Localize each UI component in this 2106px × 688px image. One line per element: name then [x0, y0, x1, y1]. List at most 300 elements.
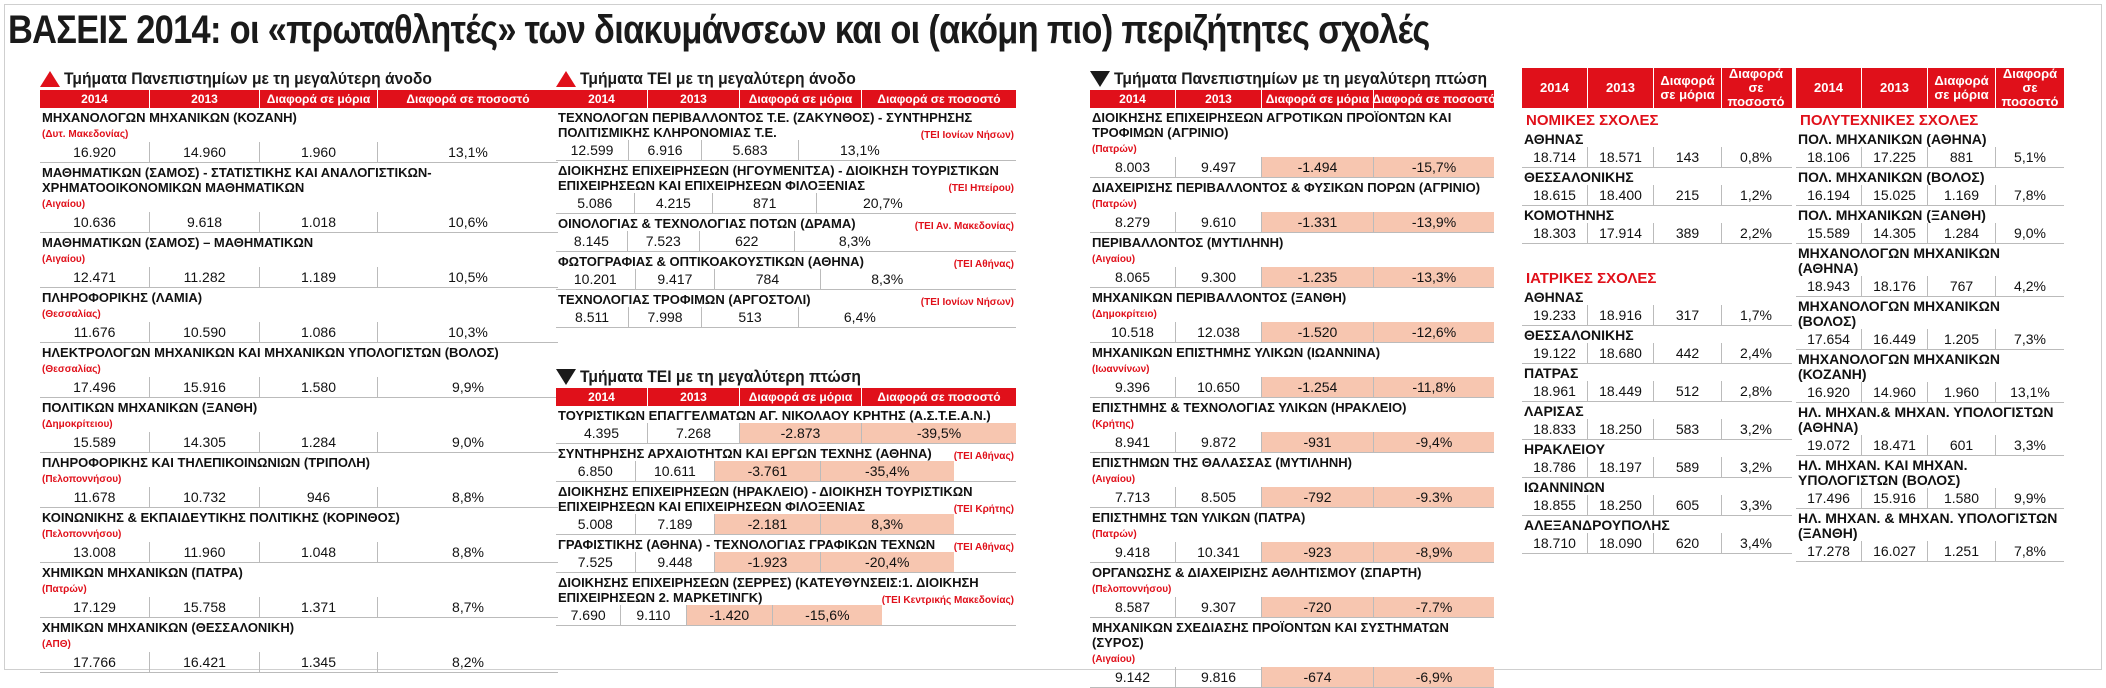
value-cell: 7,3% — [2014, 331, 2046, 347]
table-row — [1522, 326, 1792, 364]
row-values — [40, 487, 558, 507]
row-institution: (Αιγαίου) — [42, 199, 86, 210]
value-cell: 1.018 — [260, 212, 378, 232]
value-cell: 14.960 — [150, 142, 260, 162]
value-cell: 17.496 — [40, 377, 150, 397]
value-cell: 18.833 — [1522, 419, 1588, 439]
row-institution: (ΤΕΙ Κεντρικής Μακεδονίας) — [881, 595, 1014, 606]
value-cell: 10.590 — [150, 322, 260, 342]
table-row — [1522, 206, 1792, 244]
row-name-text: ΤΟΥΡΙΣΤΙΚΩΝ ΕΠΑΓΓΕΛΜΑΤΩΝ ΑΓ. ΝΙΚΟΛΑΟΥ ΚΡΗΤΗΣ (Α.Σ.Τ.Ε.Α.Ν.) — [558, 408, 991, 423]
triangle-down-icon — [1090, 71, 1110, 87]
value-cell: 14.305 — [150, 432, 260, 452]
row-name: ΘΕΣΣΑΛΟΝΙΚΗΣ — [1524, 169, 1634, 185]
value-cell: 6.850 — [556, 461, 636, 481]
value-cell: 7.998 — [629, 307, 702, 327]
value-cell: -12,6% — [1374, 322, 1494, 342]
value-cell: 8.587 — [1090, 597, 1176, 617]
value-cell: 16.920 — [1796, 382, 1862, 402]
value-cell: 512 — [1654, 381, 1722, 401]
value-cell: -7.7% — [1374, 597, 1494, 617]
row-values — [1522, 147, 1792, 167]
value-cell: 9,9% — [2014, 490, 2046, 506]
value-cell: 18.090 — [1588, 533, 1654, 553]
row-values — [556, 140, 921, 160]
value-cell: 1.169 — [1928, 185, 1996, 205]
value-cell: 1,7% — [1740, 307, 1772, 323]
row-values — [1796, 276, 2064, 296]
row-name — [556, 406, 1016, 423]
value-cell: 19.072 — [1796, 435, 1862, 455]
triangle-down-icon — [556, 369, 576, 385]
row-values — [556, 193, 948, 213]
value-cell: 7,8% — [2014, 543, 2046, 559]
value-cell: 881 — [1928, 147, 1996, 167]
header-cell: 2014 — [556, 388, 648, 406]
value-cell: 11.676 — [40, 322, 150, 342]
value-cell: -6,9% — [1374, 667, 1494, 687]
row-name — [1090, 343, 1494, 377]
value-cell: 622 — [700, 231, 795, 251]
row-values — [40, 212, 558, 232]
row-name-text: ΠΛΗΡΟΦΟΡΙΚΗΣ ΚΑΙ ΤΗΛΕΠΙΚΟΙΝΩΝΙΩΝ (ΤΡΙΠΟΛΗ) — [42, 455, 370, 470]
value-cell: 10.341 — [1176, 542, 1262, 562]
value-cell: 11.960 — [150, 542, 260, 562]
value-cell: 16.920 — [40, 142, 150, 162]
row-name-text: ΤΕΧΝΟΛΟΓΩΝ ΠΕΡΙΒΑΛΛΟΝΤΟΣ Τ.Ε. (ΖΑΚΥΝΘΟΣ) - ΣΥΝΤΗΡΗΣΗΣ ΠΟΛΙΤΙΣΜΙΚΗΣ ΚΛΗΡΟΝΟΜΙΑΣ Τ.Ε. — [558, 110, 973, 140]
value-cell: 5,1% — [2014, 149, 2046, 165]
row-institution: (ΤΕΙ Αθήνας) — [953, 259, 1014, 270]
row-institution: (Αιγαίου) — [1092, 254, 1136, 265]
header-cell: 2013 — [1588, 68, 1654, 108]
value-cell: 389 — [1654, 223, 1722, 243]
table-row — [1522, 440, 1792, 478]
value-cell: 1.086 — [260, 322, 378, 342]
table-header — [1796, 68, 2064, 108]
value-cell: 18.615 — [1522, 185, 1588, 205]
value-cell: 8.279 — [1090, 212, 1176, 232]
value-cell: 18.197 — [1588, 457, 1654, 477]
value-cell: 13,1% — [2010, 384, 2050, 400]
table-row — [1796, 350, 2064, 403]
value-cell: 13.008 — [40, 542, 150, 562]
header-cell: 2013 — [648, 90, 740, 108]
row-values — [556, 423, 1016, 443]
row-institution: (ΤΕΙ Αν. Μακεδονίας) — [914, 221, 1014, 232]
value-cell: 3,3% — [2014, 437, 2046, 453]
value-cell: 18.250 — [1588, 419, 1654, 439]
value-cell: 15.589 — [1796, 223, 1862, 243]
row-name-text: ΜΗΧΑΝΙΚΩΝ ΕΠΙΣΤΗΜΗΣ ΥΛΙΚΩΝ (ΙΩΑΝΝΙΝΑ) — [1092, 345, 1381, 360]
value-cell: 442 — [1654, 343, 1722, 363]
row-institution: (Θεσσαλίας) — [42, 309, 101, 320]
value-cell: 18.303 — [1522, 223, 1588, 243]
row-name — [1090, 453, 1494, 487]
value-cell: 17.766 — [40, 652, 150, 672]
section-gap — [1522, 244, 1792, 266]
value-cell: 767 — [1928, 276, 1996, 296]
value-cell: 10.611 — [636, 461, 716, 481]
row-name — [556, 482, 1016, 514]
table-row — [556, 214, 1016, 252]
value-cell: 1.960 — [1928, 382, 1996, 402]
value-cell: 2,8% — [1740, 383, 1772, 399]
value-cell: 17.496 — [1796, 488, 1862, 508]
value-cell: 583 — [1654, 419, 1722, 439]
value-cell: 4.215 — [635, 193, 714, 213]
uni-fall-panel — [1090, 68, 1494, 688]
value-cell: 10.732 — [150, 487, 260, 507]
value-cell: 2,2% — [1740, 225, 1772, 241]
row-values — [556, 552, 954, 572]
row-name: ΗΛ. ΜΗΧΑΝ. & ΜΗΧΑΝ. ΥΠΟΛΟΓΙΣΤΩΝ (ΞΑΝΘΗ) — [1798, 510, 2058, 541]
row-values — [1522, 419, 1792, 439]
row-name — [556, 573, 1016, 605]
value-cell: 16.194 — [1796, 185, 1862, 205]
value-cell: 18.710 — [1522, 533, 1588, 553]
row-institution: (ΤΕΙ Αθήνας) — [953, 542, 1014, 553]
row-institution: (ΤΕΙ Ιονίων Νήσων) — [920, 297, 1014, 308]
value-cell: 1.580 — [1928, 488, 1996, 508]
row-values — [1090, 487, 1494, 507]
value-cell: 15.916 — [150, 377, 260, 397]
section-title — [40, 68, 558, 90]
value-cell: -3.761 — [715, 461, 821, 481]
row-values — [1522, 381, 1792, 401]
table-row — [1796, 206, 2064, 244]
row-name — [556, 444, 1016, 461]
row-values — [1522, 533, 1792, 553]
value-cell: 871 — [713, 193, 817, 213]
value-cell: -1.494 — [1262, 157, 1374, 177]
row-name-text: ΕΠΙΣΤΗΜΗΣ ΤΩΝ ΥΛΙΚΩΝ (ΠΑΤΡΑ) — [1092, 510, 1306, 525]
row-institution: (ΤΕΙ Κρήτης) — [953, 504, 1014, 515]
table-header — [556, 90, 1016, 108]
table-row — [40, 343, 558, 398]
value-cell: 13,1% — [840, 142, 880, 158]
row-name-text: ΠΕΡΙΒΑΛΛΟΝΤΟΣ (ΜΥΤΙΛΗΝΗ) — [1092, 235, 1284, 250]
row-name-text: ΣΥΝΤΗΡΗΣΗΣ ΑΡΧΑΙΟΤΗΤΩΝ ΚΑΙ ΕΡΓΩΝ ΤΕΧΝΗΣ (ΑΘΗΝΑ) — [558, 446, 932, 461]
value-cell: 1.205 — [1928, 329, 1996, 349]
row-name-text: ΓΡΑΦΙΣΤΙΚΗΣ (ΑΘΗΝΑ) - ΤΕΧΝΟΛΟΓΙΑΣ ΓΡΑΦΙΚΩΝ ΤΕΧΝΩΝ — [558, 537, 936, 552]
row-name-text: ΔΙΟΙΚΗΣΗΣ ΕΠΙΧΕΙΡΗΣΕΩΝ ΑΓΡΟΤΙΚΩΝ ΠΡΟΪΟΝΤΩΝ ΚΑΙ ΤΡΟΦΙΜΩΝ (ΑΓΡΙΝΙΟ) — [1092, 110, 1452, 140]
row-values — [1090, 157, 1494, 177]
row-values — [1090, 212, 1494, 232]
row-values — [1090, 667, 1494, 687]
value-cell: 12.599 — [556, 140, 629, 160]
header-cell: 2014 — [556, 90, 648, 108]
value-cell: 8,2% — [452, 654, 484, 670]
row-name-text: ΧΗΜΙΚΩΝ ΜΗΧΑΝΙΚΩΝ (ΘΕΣΣΑΛΟΝΙΚΗ) — [42, 620, 295, 635]
row-name-text: ΗΛΕΚΤΡΟΛΟΓΩΝ ΜΗΧΑΝΙΚΩΝ ΚΑΙ ΜΗΧΑΝΙΚΩΝ ΥΠΟΛΟΓΙΣΤΩΝ (ΒΟΛΟΣ) — [42, 345, 499, 360]
row-name: ΗΛ. ΜΗΧΑΝ.& ΜΗΧΑΝ. ΥΠΟΛΟΓΙΣΤΩΝ (ΑΘΗΝΑ) — [1798, 404, 2054, 435]
value-cell: 605 — [1654, 495, 1722, 515]
header-cell: Διαφορά σε ποσοστό — [2001, 66, 2059, 109]
section-title-text: Τμήματα ΤΕΙ με τη μεγαλύτερη πτώση — [580, 367, 861, 386]
value-cell: 18.786 — [1522, 457, 1588, 477]
value-cell: -1.331 — [1262, 212, 1374, 232]
value-cell: 18.449 — [1588, 381, 1654, 401]
row-values — [40, 377, 558, 397]
row-values — [40, 432, 558, 452]
value-cell: 12.471 — [40, 267, 150, 287]
value-cell: 1.251 — [1928, 541, 1996, 561]
table-row — [40, 618, 558, 673]
value-cell: 13,1% — [448, 144, 488, 160]
value-cell: -2.873 — [740, 423, 862, 443]
table-row — [556, 108, 1016, 161]
row-name — [556, 290, 1016, 307]
header-cell: 2013 — [1176, 90, 1262, 108]
row-name-text: ΜΗΧΑΝΙΚΩΝ ΠΕΡΙΒΑΛΛΟΝΤΟΣ (ΞΑΝΘΗ) — [1092, 290, 1347, 305]
value-cell: 15.589 — [40, 432, 150, 452]
row-name-text: ΤΕΧΝΟΛΟΓΙΑΣ ΤΡΟΦΙΜΩΝ (ΑΡΓΟΣΤΟΛΙ) — [558, 292, 811, 307]
row-name-text: ΔΙΟΙΚΗΣΗΣ ΕΠΙΧΕΙΡΗΣΕΩΝ (ΣΕΡΡΕΣ) (ΚΑΤΕΥΘΥΝΣΕΙΣ:1. ΔΙΟΙΚΗΣΗ ΕΠΙΧΕΙΡΗΣΕΩΝ 2. ΜΑΡΚΕΤΙΝΓΚ) — [558, 575, 979, 605]
table-row — [1090, 288, 1494, 343]
value-cell: 1.345 — [260, 652, 378, 672]
value-cell: 18.855 — [1522, 495, 1588, 515]
row-name: ΑΛΕΞΑΝΔΡΟΥΠΟΛΗΣ — [1524, 517, 1670, 533]
row-name: ΑΘΗΝΑΣ — [1524, 131, 1584, 147]
row-values — [556, 307, 921, 327]
table-row — [1796, 403, 2064, 456]
value-cell: -1.254 — [1262, 377, 1374, 397]
value-cell: 5.086 — [556, 193, 635, 213]
row-values — [1796, 185, 2064, 205]
value-cell: 17.129 — [40, 597, 150, 617]
value-cell: 15.916 — [1862, 488, 1928, 508]
value-cell: 20,7% — [863, 195, 903, 211]
value-cell: 8.065 — [1090, 267, 1176, 287]
value-cell: -2.181 — [715, 514, 821, 534]
row-name: ΜΗΧΑΝΟΛΟΓΩΝ ΜΗΧΑΝΙΚΩΝ (ΒΟΛΟΣ) — [1798, 298, 2001, 329]
table-row — [1522, 168, 1792, 206]
value-cell: 1.371 — [260, 597, 378, 617]
value-cell: 17.914 — [1588, 223, 1654, 243]
value-cell: -720 — [1262, 597, 1374, 617]
table-row — [1090, 233, 1494, 288]
table-row — [556, 252, 1016, 290]
header-cell: 2014 — [40, 90, 150, 108]
row-values — [1090, 542, 1494, 562]
header-cell: Διαφορά σε ποσοστό — [877, 92, 1001, 106]
value-cell: 1.580 — [260, 377, 378, 397]
row-values — [40, 597, 558, 617]
value-cell: 3,2% — [1740, 459, 1772, 475]
table-row — [556, 290, 1016, 328]
value-cell: 17.278 — [1796, 541, 1862, 561]
table-header — [1090, 90, 1494, 108]
row-values — [40, 267, 558, 287]
header-cell: Διαφορά σε μόρια — [1654, 68, 1722, 108]
value-cell: -8,9% — [1374, 542, 1494, 562]
value-cell: -1.923 — [715, 552, 821, 572]
value-cell: 4,2% — [2014, 278, 2046, 294]
value-cell: 601 — [1928, 435, 1996, 455]
table-row — [1796, 130, 2064, 168]
row-institution: (Ιωαννίνων) — [1092, 364, 1150, 375]
value-cell: 9.110 — [621, 605, 686, 625]
value-cell: 18.176 — [1862, 276, 1928, 296]
value-cell: 14.960 — [1862, 382, 1928, 402]
value-cell: 14.305 — [1862, 223, 1928, 243]
table-row — [1090, 618, 1494, 688]
value-cell: 18.106 — [1796, 147, 1862, 167]
table-row — [1796, 168, 2064, 206]
header-cell: Διαφορά σε μόρια — [740, 388, 862, 406]
row-institution: (Πατρών) — [42, 584, 87, 595]
triangle-up-icon — [556, 71, 576, 87]
value-cell: 7.268 — [648, 423, 740, 443]
law-med-panel — [1522, 68, 1792, 554]
value-cell: 9,9% — [452, 379, 484, 395]
row-name-text: ΕΠΙΣΤΗΜΗΣ & ΤΕΧΝΟΛΟΓΙΑΣ ΥΛΙΚΩΝ (ΗΡΑΚΛΕΙΟ) — [1092, 400, 1407, 415]
value-cell: 3,4% — [1740, 535, 1772, 551]
table-row — [1522, 402, 1792, 440]
value-cell: 1.048 — [260, 542, 378, 562]
value-cell: 17.225 — [1862, 147, 1928, 167]
value-cell: 10,6% — [448, 214, 488, 230]
value-cell: 18.943 — [1796, 276, 1862, 296]
row-institution: (ΤΕΙ Αθήνας) — [953, 451, 1014, 462]
value-cell: -11,8% — [1374, 377, 1494, 397]
row-values — [1796, 147, 2064, 167]
tei-rise-panel — [556, 68, 1016, 328]
value-cell: -923 — [1262, 542, 1374, 562]
value-cell: 7.525 — [556, 552, 636, 572]
value-cell: 11.678 — [40, 487, 150, 507]
value-cell: 8.145 — [556, 231, 628, 251]
row-institution: (ΑΠΘ) — [42, 639, 71, 650]
table-row — [1796, 509, 2064, 562]
row-institution: (Πατρών) — [1092, 199, 1137, 210]
row-name — [556, 214, 1016, 231]
value-cell: 589 — [1654, 457, 1722, 477]
row-name — [1090, 288, 1494, 322]
row-name-text: ΦΩΤΟΓΡΑΦΙΑΣ & ΟΠΤΙΚΟΑΚΟΥΣΤΙΚΩΝ (ΑΘΗΝΑ) — [558, 254, 864, 269]
category-title: ΠΟΛΥΤΕΧΝΙΚΕΣ ΣΧΟΛΕΣ — [1800, 112, 1979, 129]
value-cell: 11.282 — [150, 267, 260, 287]
value-cell: 7.713 — [1090, 487, 1176, 507]
value-cell: 18.471 — [1862, 435, 1928, 455]
row-name — [556, 161, 1016, 193]
value-cell: 9.610 — [1176, 212, 1262, 232]
table-row — [1522, 288, 1792, 326]
header-cell: Διαφορά σε μόρια — [1262, 90, 1374, 108]
value-cell: 5.008 — [556, 514, 636, 534]
value-cell: 8,3% — [838, 233, 871, 249]
table-row — [40, 163, 558, 233]
table-header — [1522, 68, 1792, 108]
row-institution: (Πατρών) — [1092, 144, 1137, 155]
row-values — [1796, 223, 2064, 243]
value-cell: 7.690 — [556, 605, 621, 625]
header-cell: Διαφορά σε ποσοστό — [1372, 92, 1496, 106]
value-cell: 7,8% — [2014, 187, 2046, 203]
value-cell: -20,4% — [821, 552, 954, 572]
row-institution: (ΤΕΙ Ηπείρου) — [948, 183, 1014, 194]
value-cell: 10.518 — [1090, 322, 1176, 342]
value-cell: -15,7% — [1374, 157, 1494, 177]
row-name: ΠΑΤΡΑΣ — [1524, 365, 1579, 381]
row-values — [556, 514, 954, 534]
row-values — [1522, 495, 1792, 515]
row-values — [1522, 343, 1792, 363]
row-name: ΑΘΗΝΑΣ — [1524, 289, 1584, 305]
table-row — [1796, 297, 2064, 350]
value-cell: -13,3% — [1374, 267, 1494, 287]
value-cell: 8,7% — [452, 599, 484, 615]
row-institution: (Δημοκρίτειο) — [1092, 309, 1157, 320]
row-institution: (Δημοκρίτειου) — [42, 419, 113, 430]
table-row — [1090, 508, 1494, 563]
value-cell: -792 — [1262, 487, 1374, 507]
row-name — [40, 508, 558, 542]
value-cell: -1.520 — [1262, 322, 1374, 342]
row-name — [556, 252, 1016, 269]
section-title-text: Τμήματα ΤΕΙ με τη μεγαλύτερη άνοδο — [580, 69, 856, 88]
value-cell: 9.142 — [1090, 667, 1176, 687]
row-institution: (Πελοποννήσου) — [1092, 584, 1172, 595]
header-cell: Διαφορά σε ποσοστό — [1727, 66, 1785, 109]
row-name — [40, 288, 558, 322]
tei-fall-panel — [556, 366, 1016, 626]
row-values — [1796, 382, 2064, 402]
row-name-text: ΠΟΛΙΤΙΚΩΝ ΜΗΧΑΝΙΚΩΝ (ΞΑΝΘΗ) — [42, 400, 258, 415]
triangle-up-icon — [40, 71, 60, 87]
row-name — [1090, 618, 1494, 667]
table-row — [1090, 453, 1494, 508]
table-row — [1796, 244, 2064, 297]
row-name-text: ΠΛΗΡΟΦΟΡΙΚΗΣ (ΛΑΜΙΑ) — [42, 290, 203, 305]
value-cell: -15,6% — [773, 605, 882, 625]
row-name — [1090, 233, 1494, 267]
value-cell: 8.003 — [1090, 157, 1176, 177]
row-name — [40, 618, 558, 652]
row-name: ΠΟΛ. ΜΗΧΑΝΙΚΩΝ (ΑΘΗΝΑ) — [1798, 131, 1987, 147]
value-cell: -39,5% — [862, 423, 1016, 443]
row-name-text: ΔΙΟΙΚΗΣΗΣ ΕΠΙΧΕΙΡΗΣΕΩΝ (ΗΓΟΥΜΕΝΙΤΣΑ) - ΔΙΟΙΚΗΣΗ ΤΟΥΡΙΣΤΙΚΩΝ ΕΠΙΧΕΙΡΗΣΕΩΝ ΚΑΙ ΕΠΙΧΕΙΡΗΣΕΩΝ ΦΙΛΟΞΕΝΙΑΣ — [558, 163, 999, 193]
row-name: ΛΑΡΙΣΑΣ — [1524, 403, 1584, 419]
value-cell: 784 — [715, 269, 821, 289]
value-cell: 2,4% — [1740, 345, 1772, 361]
table-row — [556, 482, 1016, 535]
value-cell: 1.189 — [260, 267, 378, 287]
value-cell: 317 — [1654, 305, 1722, 325]
value-cell: -674 — [1262, 667, 1374, 687]
row-values — [556, 231, 915, 251]
row-name — [40, 398, 558, 432]
row-name-text: ΜΑΘΗΜΑΤΙΚΩΝ (ΣΑΜΟΣ) – ΜΑΘΗΜΑΤΙΚΩΝ — [42, 235, 314, 250]
row-institution: (Δυτ. Μακεδονίας) — [42, 129, 129, 140]
row-name: ΚΟΜΟΤΗΝΗΣ — [1524, 207, 1615, 223]
value-cell: 7.189 — [636, 514, 716, 534]
header-cell: 2013 — [1862, 68, 1928, 108]
table-row — [1090, 108, 1494, 178]
section-title — [1090, 68, 1494, 90]
value-cell: 8,3% — [871, 271, 904, 287]
section-title-text: Τμήματα Πανεπιστημίων με τη μεγαλύτερη άνοδο — [64, 69, 432, 88]
row-name-text: ΜΗΧΑΝΟΛΟΓΩΝ ΜΗΧΑΝΙΚΩΝ (ΚΟΖΑΝΗ) — [42, 110, 297, 125]
header-cell: Διαφορά σε μόρια — [1928, 68, 1996, 108]
table-row — [556, 535, 1016, 573]
value-cell: 6.916 — [629, 140, 702, 160]
value-cell: 0,8% — [1740, 149, 1772, 165]
row-name-text: ΜΗΧΑΝΙΚΩΝ ΣΧΕΔΙΑΣΗΣ ΠΡΟΪΟΝΤΩΝ ΚΑΙ ΣΥΣΤΗΜΑΤΩΝ (ΣΥΡΟΣ) — [1092, 620, 1449, 650]
value-cell: 4.395 — [556, 423, 648, 443]
table-row — [1522, 130, 1792, 168]
value-cell: 1.960 — [260, 142, 378, 162]
